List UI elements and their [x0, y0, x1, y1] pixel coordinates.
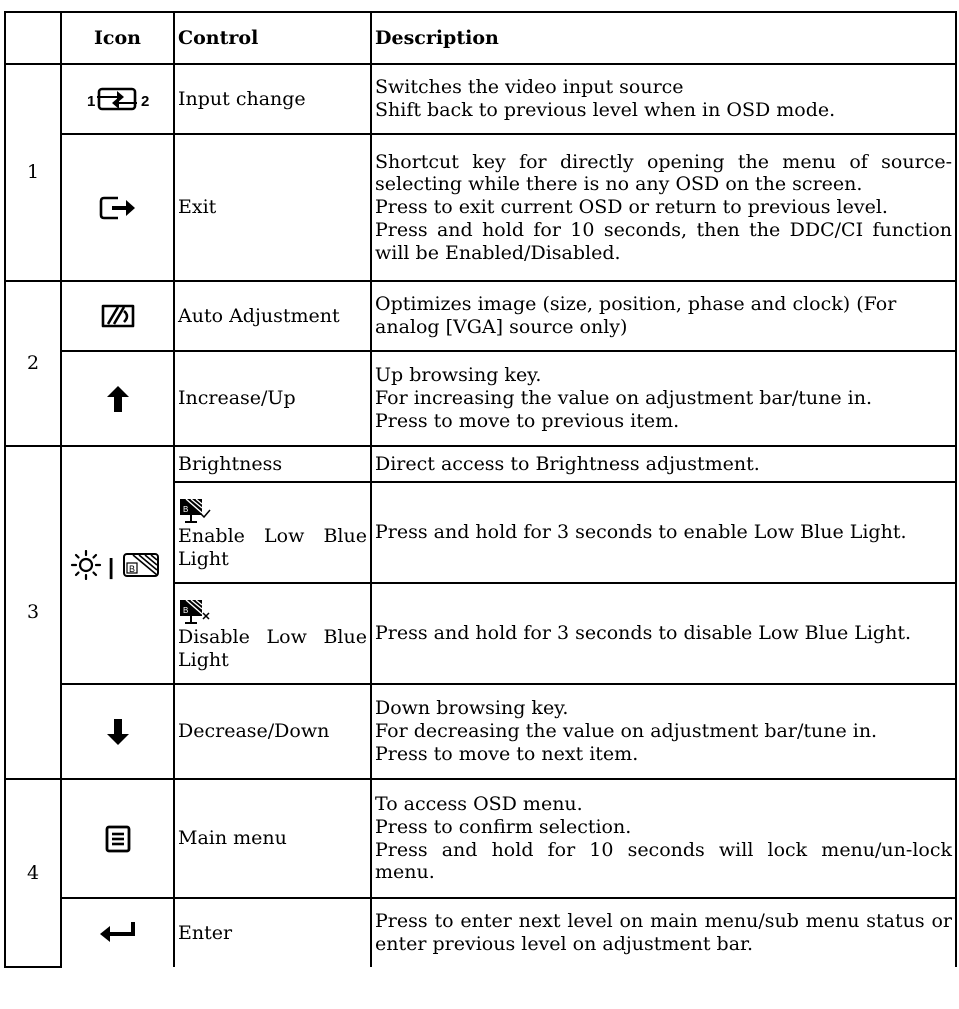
- group-number: 2: [5, 281, 61, 446]
- control-enter: Enter: [174, 898, 371, 967]
- table-row: [5, 446, 956, 482]
- description-auto-adjustment: Optimizes image (size, position, phase and clock) (For analog [VGA] source only): [371, 281, 956, 351]
- control-exit: Exit: [174, 134, 371, 281]
- table-row: [5, 898, 956, 967]
- description-decrease-down: Down browsing key. For decreasing the value on adjustment bar/tune in. Press to move to next item.: [371, 684, 956, 779]
- description-brightness: Direct access to Brightness adjustment.: [371, 446, 956, 482]
- controls-table: [4, 11, 957, 968]
- description-enable-low-blue-light: Press and hold for 3 seconds to enable Low Blue Light.: [371, 482, 956, 583]
- svg-text:B: B: [128, 564, 135, 574]
- enter-icon: [61, 898, 174, 967]
- menu-icon: [61, 779, 174, 898]
- icon-divider: |: [107, 554, 114, 579]
- control-increase-up: Increase/Up: [174, 351, 371, 446]
- table-row: [5, 779, 956, 898]
- group-number: 1: [5, 64, 61, 281]
- table-row: [5, 351, 956, 446]
- low-blue-light-enable-icon: [178, 497, 212, 525]
- auto-adjust-icon: [61, 281, 174, 351]
- description-disable-low-blue-light: Press and hold for 3 seconds to disable Low Blue Light.: [371, 583, 956, 684]
- description-main-menu: To access OSD menu. Press to confirm selection. Press and hold for 10 seconds will lock menu/un-lock menu.: [371, 779, 956, 898]
- input-switch-icon: [61, 64, 174, 134]
- table-row: [5, 684, 956, 779]
- svg-text:B: B: [183, 605, 189, 615]
- description-input-change: Switches the video input source Shift back to previous level when in OSD mode.: [371, 64, 956, 134]
- arrow-up-icon: [61, 351, 174, 446]
- control-main-menu: Main menu: [174, 779, 371, 898]
- brightness-low-blue-light-icon: [61, 446, 174, 684]
- header-icon: Icon: [61, 12, 174, 64]
- control-brightness: Brightness: [174, 446, 371, 482]
- group-number: 3: [5, 446, 61, 779]
- control-disable-low-blue-light: B Disable Low Blue Light: [174, 583, 371, 684]
- description-increase-up: Up browsing key. For increasing the value on adjustment bar/tune in. Press to move to previous item.: [371, 351, 956, 446]
- exit-icon: [61, 134, 174, 281]
- group-number: 4: [5, 779, 61, 967]
- input-switch-label-2: 2: [140, 93, 149, 110]
- svg-text:B: B: [183, 504, 189, 514]
- table-row: [5, 281, 956, 351]
- arrow-down-icon: [61, 684, 174, 779]
- description-enter: Press to enter next level on main menu/sub menu status or enter previous level on adjustment bar.: [371, 898, 956, 967]
- table-row: [5, 64, 956, 134]
- control-enable-low-blue-light: B Enable Low Blue Light: [174, 482, 371, 583]
- table-row: [5, 134, 956, 281]
- control-input-change: Input change: [174, 64, 371, 134]
- input-switch-label-1: 1: [86, 93, 95, 110]
- header-control: Control: [174, 12, 371, 64]
- header-number: [5, 12, 61, 64]
- header-description: Description: [371, 12, 956, 64]
- control-decrease-down: Decrease/Down: [174, 684, 371, 779]
- low-blue-light-disable-icon: [178, 598, 212, 626]
- table-header-row: [5, 12, 956, 64]
- description-exit: Shortcut key for directly opening the menu of source-selecting while there is no any OSD on the screen. Press to exit current OSD or return to previous level. Press and hold for 10 seconds, then the DDC/CI function will be Enabled/Disabled.: [371, 134, 956, 281]
- control-auto-adjustment: Auto Adjustment: [174, 281, 371, 351]
